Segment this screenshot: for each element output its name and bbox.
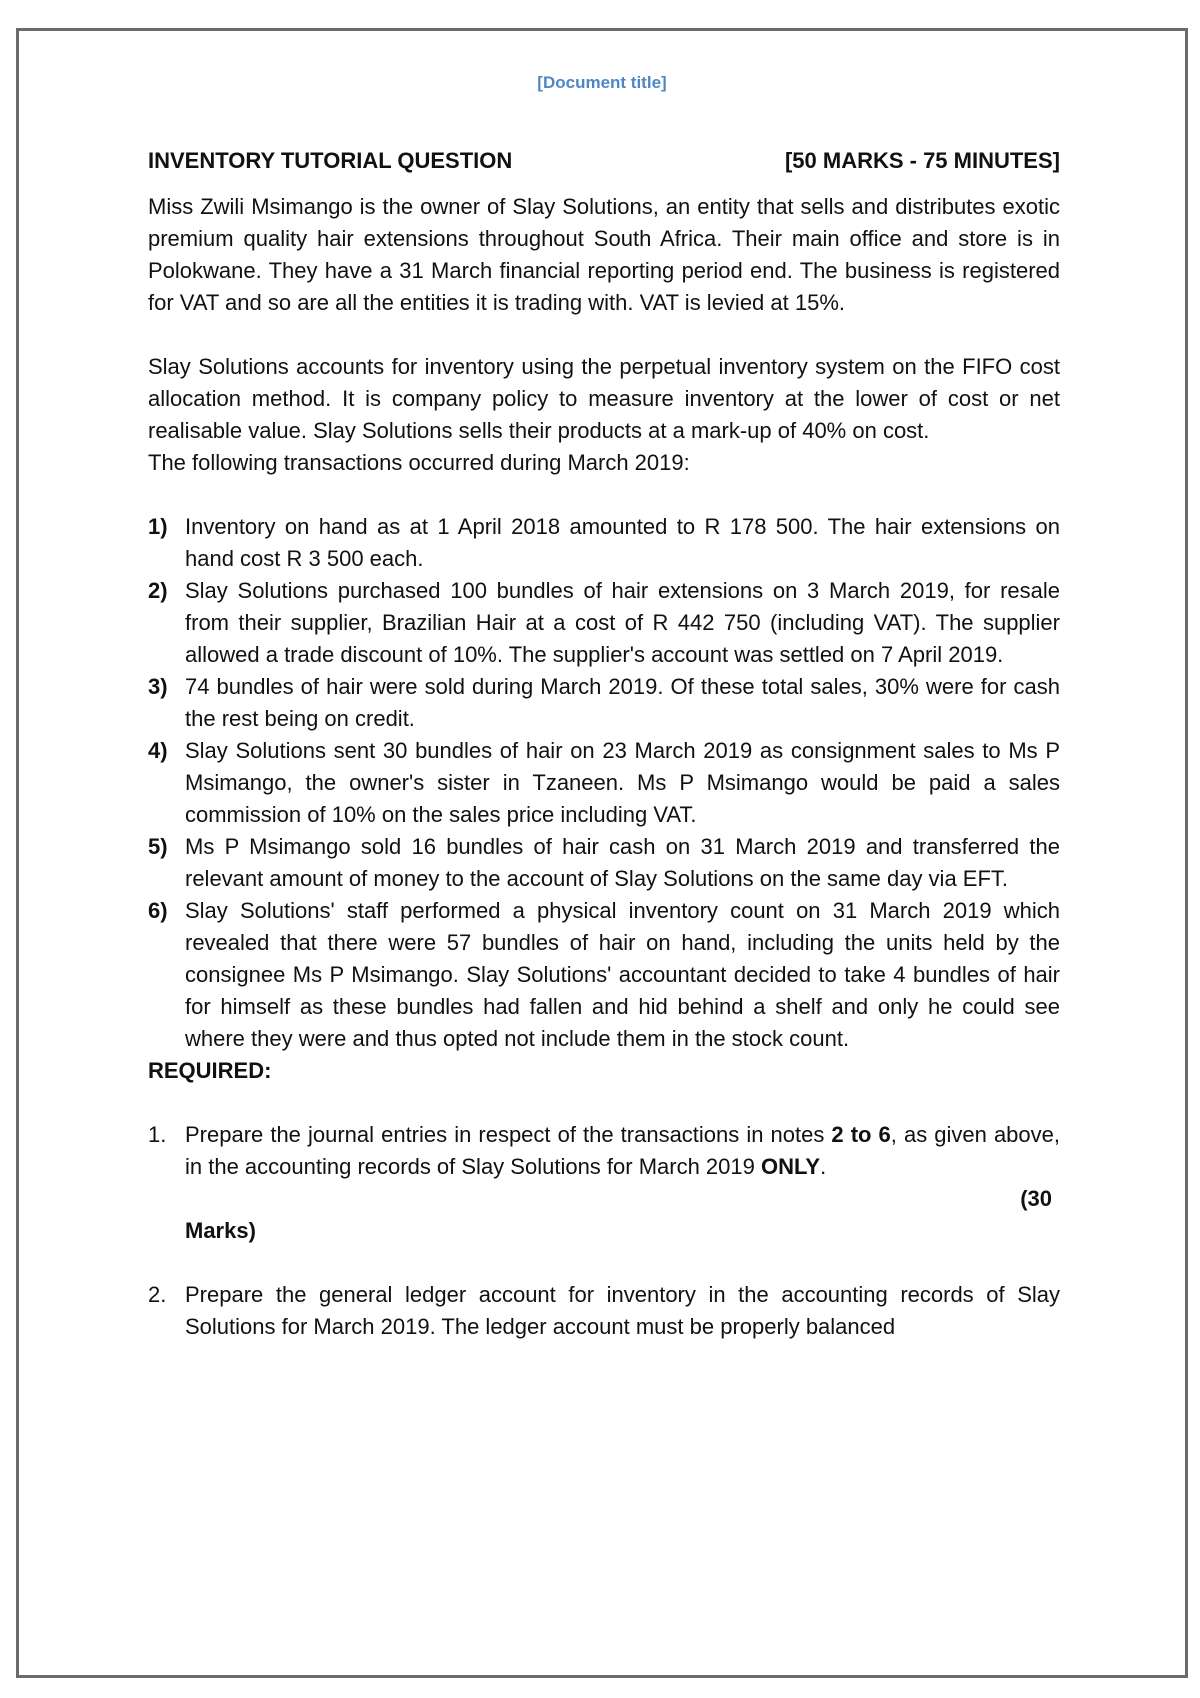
- document-page: [16, 28, 1188, 1678]
- list-item-number: 2): [148, 578, 168, 603]
- transactions-intro: The following transactions occurred during March 2019:: [148, 450, 690, 475]
- list-item-number: 6): [148, 898, 168, 923]
- list-item: [148, 575, 1060, 671]
- list-item: [148, 671, 1060, 735]
- policy-paragraph: Slay Solutions accounts for inventory using the perpetual inventory system on the FIFO cost allocation method. It is company policy to measure inventory at the lower of cost or net realisable value. Slay Solutions sells their products at a mark-up of 40% on cost.: [148, 354, 1060, 443]
- required-item-number: 2.: [148, 1282, 167, 1307]
- document-body: [148, 145, 1060, 1343]
- list-item-text: Ms P Msimango sold 16 bundles of hair cash on 31 March 2019 and transferred the relevant amount of money to the account of Slay Solutions on the same day via EFT.: [185, 834, 1060, 891]
- question-marks: [50 MARKS - 75 MINUTES]: [784, 148, 1060, 173]
- list-item-text: Inventory on hand as at 1 April 2018 amounted to R 178 500. The hair extensions on hand cost R 3 500 each.: [185, 514, 1060, 571]
- required-text-part: , as given above, in the accounting records of Slay Solutions for March 2019: [185, 1122, 1060, 1179]
- required-item-text: Prepare the general ledger account for inventory in the accounting records of Slay Solutions for March 2019. The ledger account must be properly balanced: [185, 1282, 1060, 1339]
- required-marks-a: (30: [1020, 1186, 1052, 1211]
- list-item: [148, 895, 1060, 1055]
- intro-paragraph: Miss Zwili Msimango is the owner of Slay Solutions, an entity that sells and distributes exotic premium quality hair extensions throughout South Africa. Their main office and store is in Polokwane. They have a 31 March financial reporting period end. The business is registered for VAT and so are all the entities it is trading with. VAT is levied at 15%.: [148, 194, 1060, 315]
- required-list: [148, 1119, 1060, 1343]
- required-item-text: [185, 1122, 1060, 1179]
- required-text-part: Prepare the journal entries in respect of the transactions in notes: [185, 1122, 832, 1147]
- required-bold-notes: 2 to 6: [831, 1122, 891, 1147]
- list-item: [148, 511, 1060, 575]
- question-title: INVENTORY TUTORIAL QUESTION: [148, 148, 513, 173]
- list-item-text: Slay Solutions purchased 100 bundles of hair extensions on 3 March 2019, for resale from their supplier, Brazilian Hair at a cost of R 442 750 (including VAT). The supplier allowed a trade discount of 10%. The supplier's account was settled on 7 April 2019.: [185, 578, 1060, 667]
- transactions-list: [148, 511, 1060, 1055]
- required-text-part: .: [820, 1154, 827, 1179]
- list-item-text: 74 bundles of hair were sold during March 2019. Of these total sales, 30% were for cash the rest being on credit.: [185, 674, 1060, 731]
- list-item-text: Slay Solutions sent 30 bundles of hair on 23 March 2019 as consignment sales to Ms P Msimango, the owner's sister in Tzaneen. Ms P Msimango would be paid a sales commission of 10% on the sales price including VAT.: [185, 738, 1060, 827]
- required-heading: REQUIRED:: [148, 1058, 272, 1083]
- required-item-number: 1.: [148, 1122, 167, 1147]
- required-item: [148, 1279, 1060, 1343]
- list-item-number: 5): [148, 834, 168, 859]
- document-title-header: [Document title]: [537, 73, 667, 92]
- required-marks-b: Marks): [185, 1218, 256, 1243]
- list-item-text: Slay Solutions' staff performed a physical inventory count on 31 March 2019 which revealed that there were 57 bundles of hair on hand, including the units held by the consignee Ms P Msimango. Slay Solutions' accountant decided to take 4 bundles of hair for himself as these bundles had fallen and hid behind a shelf and only he could see where they were and thus opted not include them in the stock count.: [185, 898, 1060, 1051]
- required-item: [148, 1119, 1060, 1247]
- list-item-number: 3): [148, 674, 168, 699]
- list-item-number: 4): [148, 738, 168, 763]
- list-item: [148, 735, 1060, 831]
- list-item-number: 1): [148, 514, 168, 539]
- required-bold-only: ONLY: [761, 1154, 821, 1179]
- list-item: [148, 831, 1060, 895]
- question-heading: [148, 145, 1060, 177]
